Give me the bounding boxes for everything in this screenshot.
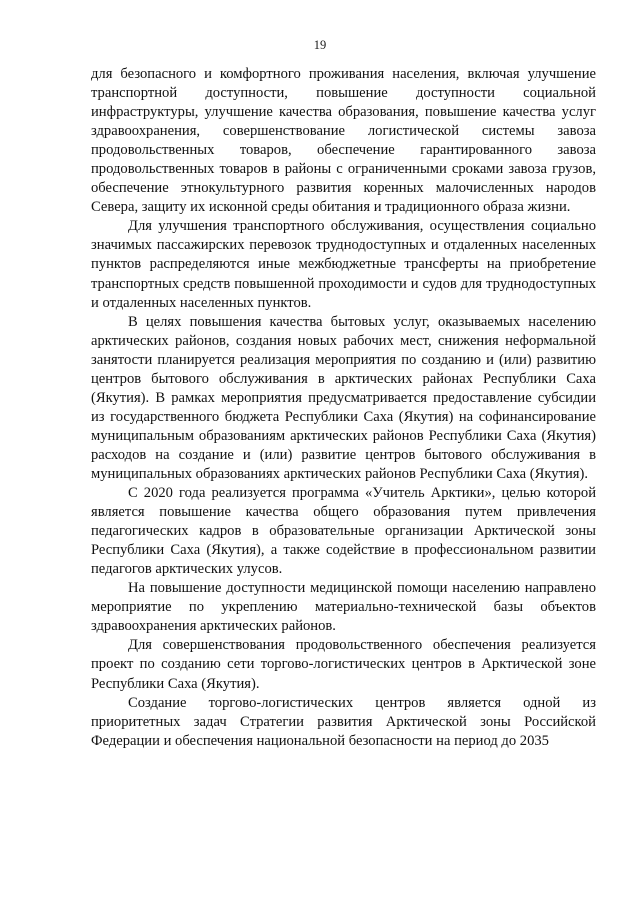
paragraph-4: С 2020 года реализуется программа «Учитель Арктики», целью которой является повышение качества общего образования путем привлечения педагогических кадров в образовательные организации Арктической зоны Республики Саха (Якутия), а также содействие в профессиональном развитии педагогов арктических улусов. — [91, 485, 596, 578]
document-body — [91, 65, 596, 751]
paragraph-7: Создание торгово-логистических центров является одной из приоритетных задач Стратегии развития Арктической зоны Российской Федерации и обеспечения национальной безопасности на период до 2035 — [91, 694, 596, 749]
paragraph-6: Для совершенствования продовольственного обеспечения реализуется проект по созданию сети торгово-логистических центров в Арктической зоне Республики Саха (Якутия). — [91, 637, 596, 692]
paragraph-2: Для улучшения транспортного обслуживания, осуществления социально значимых пассажирских перевозок труднодоступных и отдаленных населенных пунктов распределяются иные межбюджетные трансферты на приобретение транспортных средств повышенной проходимости и судов для труднодоступных и отдаленных населенных пунктов. — [91, 218, 596, 311]
page-number: 19 — [313, 38, 327, 52]
paragraph-5: На повышение доступности медицинской помощи населению направлено мероприятие по укреплению материально-технической базы объектов здравоохранения арктических районов. — [91, 580, 596, 635]
paragraph-1: для безопасного и комфортного проживания населения, включая улучшение транспортной доступности, повышение доступности социальной инфраструктуры, улучшение качества образования, повышение качества услуг здравоохранения, совершенствование логистической системы завоза продовольственных товаров, обеспечение гарантированного завоза продовольственных товаров в районы с ограниченными сроками завоза грузов, обеспечение этнокультурного развития коренных малочисленных народов Севера, защиту их исконной среды обитания и традиционного образа жизни. — [91, 66, 596, 216]
paragraph-3: В целях повышения качества бытовых услуг, оказываемых населению арктических районов, создания новых рабочих мест, снижения неформальной занятости планируется реализация мероприятия по созданию и (или) развитию центров бытового обслуживания в арктических районах Республики Саха (Якутия). В рамках мероприятия предусматривается предоставление субсидии из государственного бюджета Республики Саха (Якутия) на софинансирование муниципальным образованиям арктических районов Республики Саха (Якутия) расходов на создание и (или) развитие центров бытового обслуживания в муниципальных образованиях арктических районов Республики Саха (Якутия). — [91, 313, 596, 482]
